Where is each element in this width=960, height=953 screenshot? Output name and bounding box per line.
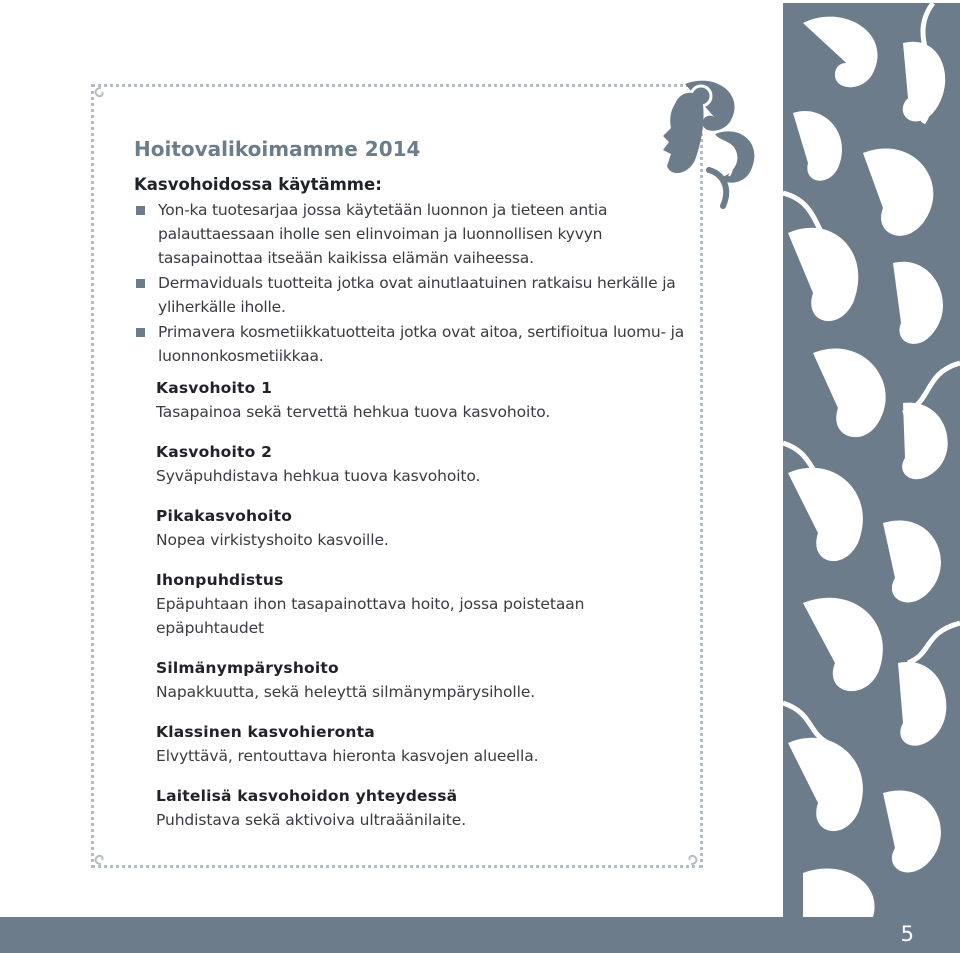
treatment-section bbox=[156, 784, 694, 832]
treatment-description: Napakkuutta, sekä heleyttä silmänympärysiholle. bbox=[156, 683, 536, 701]
square-bullet-icon bbox=[136, 328, 145, 337]
treatment-description: Puhdistava sekä aktivoiva ultraäänilaite. bbox=[156, 811, 467, 829]
treatment-section bbox=[156, 568, 694, 640]
treatment-name: Ihonpuhdistus bbox=[156, 571, 284, 589]
swirl-pattern-icon bbox=[783, 3, 960, 917]
treatment-description: Tasapainoa sekä tervettä hehkua tuova kasvohoito. bbox=[156, 403, 551, 421]
frame-corner-ornament-icon bbox=[92, 86, 110, 104]
treatment-description: Syväpuhdistava hehkua tuova kasvohoito. bbox=[156, 467, 481, 485]
treatment-name: Pikakasvohoito bbox=[156, 507, 293, 525]
treatment-section bbox=[156, 504, 694, 552]
treatment-section bbox=[156, 376, 694, 424]
page-number: 5 bbox=[900, 922, 914, 946]
treatment-name: Laitelisä kasvohoidon yhteydessä bbox=[156, 787, 458, 805]
product-list bbox=[134, 198, 694, 368]
treatment-description: Elvyttävä, rentouttava hieronta kasvojen alueella. bbox=[156, 747, 539, 765]
treatment-name: Klassinen kasvohieronta bbox=[156, 723, 375, 741]
treatment-name: Silmänympäryshoito bbox=[156, 659, 339, 677]
treatment-name: Kasvohoito 1 bbox=[156, 379, 273, 397]
document-title: Hoitovalikoimamme 2014 bbox=[134, 137, 421, 161]
treatment-description: Epäpuhtaan ihon tasapainottava hoito, jossa poistetaan epäpuhtaudet bbox=[156, 595, 585, 637]
intro-heading: Kasvohoidossa käytämme: bbox=[134, 175, 382, 194]
treatment-section bbox=[156, 656, 694, 704]
treatment-section bbox=[156, 440, 694, 488]
page-number-box bbox=[783, 917, 960, 953]
frame-corner-ornament-icon bbox=[682, 848, 700, 866]
frame-corner-ornament-icon bbox=[92, 848, 110, 866]
list-item: Dermaviduals tuotteita jotka ovat ainutlaatuinen ratkaisu herkälle ja yliherkälle iholle. bbox=[134, 271, 694, 319]
treatment-name: Kasvohoito 2 bbox=[156, 443, 273, 461]
list-item: Yon-ka tuotesarjaa jossa käytetään luonnon ja tieteen antia palauttaessaan iholle sen elinvoiman ja luonnollisen kyvyn tasapainottaa itseään kaikissa elämän vaiheessa. bbox=[134, 198, 694, 270]
content bbox=[134, 136, 694, 832]
square-bullet-icon bbox=[136, 206, 145, 215]
treatment-section bbox=[156, 720, 694, 768]
list-item: Primavera kosmetiikkatuotteita jotka ovat aitoa, sertifioitua luomu- ja luonnonkosmetiikkaa. bbox=[134, 320, 694, 368]
treatment-description: Nopea virkistyshoito kasvoille. bbox=[156, 531, 389, 549]
square-bullet-icon bbox=[136, 279, 145, 288]
